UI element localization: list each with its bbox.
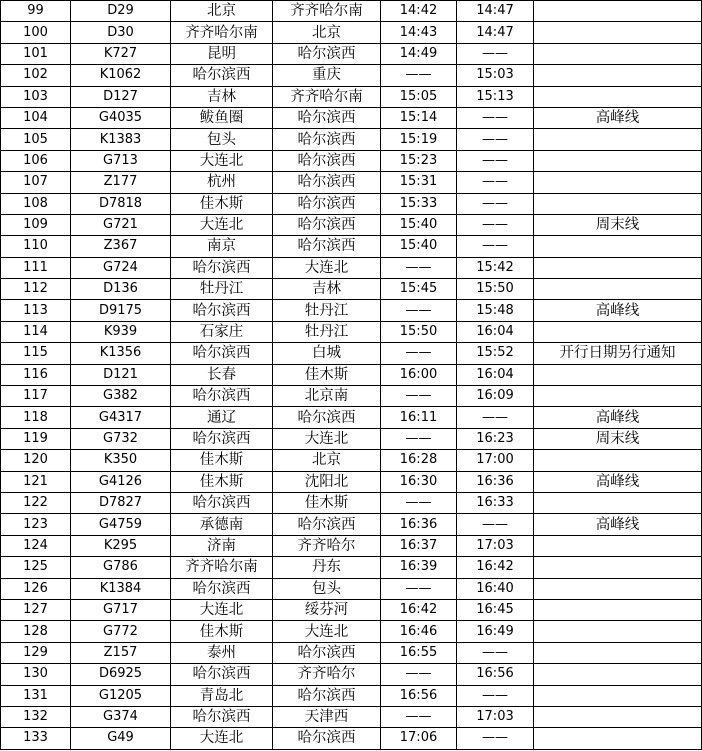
destination-station: 哈尔滨西 [273, 193, 381, 214]
origin-station: 北京 [171, 1, 273, 22]
departure-time: 16:40 [457, 578, 534, 599]
row-number: 107 [1, 172, 71, 193]
row-number: 115 [1, 343, 71, 364]
remark [534, 150, 702, 171]
row-number: 113 [1, 300, 71, 321]
arrival-time: 15:19 [381, 129, 457, 150]
arrival-time: —— [381, 706, 457, 727]
origin-station: 泰州 [171, 642, 273, 663]
train-number: K1383 [71, 129, 171, 150]
table-row [1, 386, 702, 407]
train-number: Z177 [71, 172, 171, 193]
remark [534, 578, 702, 599]
departure-time: —— [457, 685, 534, 706]
arrival-time: —— [381, 664, 457, 685]
arrival-time: 16:36 [381, 514, 457, 535]
table-row [1, 492, 702, 513]
destination-station: 牡丹江 [273, 300, 381, 321]
origin-station: 青岛北 [171, 685, 273, 706]
table-row [1, 557, 702, 578]
departure-time: 14:47 [457, 22, 534, 43]
train-number: D121 [71, 364, 171, 385]
table-row [1, 214, 702, 235]
departure-time: 15:52 [457, 343, 534, 364]
train-number: K1356 [71, 343, 171, 364]
table-row [1, 236, 702, 257]
remark [534, 1, 702, 22]
row-number: 122 [1, 492, 71, 513]
arrival-time: 14:43 [381, 22, 457, 43]
origin-station: 济南 [171, 535, 273, 556]
train-number: Z157 [71, 642, 171, 663]
remark: 开行日期另行通知 [534, 343, 702, 364]
remark [534, 257, 702, 278]
arrival-time: 15:23 [381, 150, 457, 171]
departure-time: 16:56 [457, 664, 534, 685]
destination-station: 白城 [273, 343, 381, 364]
table-row [1, 621, 702, 642]
departure-time: —— [457, 236, 534, 257]
train-number: G717 [71, 599, 171, 620]
table-row [1, 706, 702, 727]
row-number: 129 [1, 642, 71, 663]
destination-station: 重庆 [273, 65, 381, 86]
row-number: 111 [1, 257, 71, 278]
origin-station: 齐齐哈尔南 [171, 22, 273, 43]
destination-station: 哈尔滨西 [273, 43, 381, 64]
train-number: G4126 [71, 471, 171, 492]
row-number: 100 [1, 22, 71, 43]
table-row [1, 172, 702, 193]
remark [534, 65, 702, 86]
table-row [1, 321, 702, 342]
arrival-time: 16:55 [381, 642, 457, 663]
table-row [1, 450, 702, 471]
train-number: K727 [71, 43, 171, 64]
arrival-time: 16:00 [381, 364, 457, 385]
remark [534, 386, 702, 407]
destination-station: 哈尔滨西 [273, 150, 381, 171]
remark [534, 86, 702, 107]
row-number: 128 [1, 621, 71, 642]
arrival-time: 16:30 [381, 471, 457, 492]
departure-time: 16:36 [457, 471, 534, 492]
departure-time: 17:00 [457, 450, 534, 471]
row-number: 108 [1, 193, 71, 214]
table-row [1, 685, 702, 706]
train-number: D136 [71, 279, 171, 300]
train-number: G382 [71, 386, 171, 407]
destination-station: 佳木斯 [273, 364, 381, 385]
row-number: 116 [1, 364, 71, 385]
arrival-time: 14:42 [381, 1, 457, 22]
departure-time: —— [457, 150, 534, 171]
train-number: G4759 [71, 514, 171, 535]
destination-station: 丹东 [273, 557, 381, 578]
origin-station: 哈尔滨西 [171, 664, 273, 685]
departure-time: 16:04 [457, 364, 534, 385]
table-row [1, 728, 702, 749]
origin-station: 哈尔滨西 [171, 300, 273, 321]
arrival-time: 15:40 [381, 214, 457, 235]
row-number: 110 [1, 236, 71, 257]
row-number: 132 [1, 706, 71, 727]
remark: 高峰线 [534, 300, 702, 321]
departure-time: 14:47 [457, 1, 534, 22]
departure-time: 15:13 [457, 86, 534, 107]
train-number: G732 [71, 428, 171, 449]
destination-station: 北京南 [273, 386, 381, 407]
remark [534, 599, 702, 620]
destination-station: 绥芬河 [273, 599, 381, 620]
table-row [1, 257, 702, 278]
destination-station: 天津西 [273, 706, 381, 727]
destination-station: 北京 [273, 450, 381, 471]
arrival-time: —— [381, 343, 457, 364]
departure-time: —— [457, 172, 534, 193]
destination-station: 沈阳北 [273, 471, 381, 492]
train-number: D7827 [71, 492, 171, 513]
row-number: 120 [1, 450, 71, 471]
row-number: 119 [1, 428, 71, 449]
departure-time: 16:04 [457, 321, 534, 342]
origin-station: 哈尔滨西 [171, 706, 273, 727]
remark [534, 43, 702, 64]
train-number: G772 [71, 621, 171, 642]
train-number: D29 [71, 1, 171, 22]
table-row [1, 514, 702, 535]
row-number: 103 [1, 86, 71, 107]
remark: 周末线 [534, 428, 702, 449]
row-number: 101 [1, 43, 71, 64]
remark: 高峰线 [534, 514, 702, 535]
train-number: K350 [71, 450, 171, 471]
remark [534, 728, 702, 749]
destination-station: 哈尔滨西 [273, 642, 381, 663]
row-number: 102 [1, 65, 71, 86]
remark: 周末线 [534, 214, 702, 235]
train-number: Z367 [71, 236, 171, 257]
departure-time: —— [457, 129, 534, 150]
table-row [1, 107, 702, 128]
row-number: 109 [1, 214, 71, 235]
arrival-time: —— [381, 492, 457, 513]
destination-station: 哈尔滨西 [273, 728, 381, 749]
destination-station: 哈尔滨西 [273, 129, 381, 150]
arrival-time: 16:37 [381, 535, 457, 556]
table-row [1, 65, 702, 86]
origin-station: 哈尔滨西 [171, 386, 273, 407]
table-row [1, 22, 702, 43]
origin-station: 长春 [171, 364, 273, 385]
destination-station: 大连北 [273, 257, 381, 278]
destination-station: 齐齐哈尔南 [273, 1, 381, 22]
destination-station: 吉林 [273, 279, 381, 300]
remark [534, 236, 702, 257]
departure-time: —— [457, 728, 534, 749]
arrival-time: 16:56 [381, 685, 457, 706]
table-row [1, 150, 702, 171]
destination-station: 哈尔滨西 [273, 107, 381, 128]
table-row [1, 599, 702, 620]
row-number: 117 [1, 386, 71, 407]
origin-station: 哈尔滨西 [171, 65, 273, 86]
table-row [1, 300, 702, 321]
remark [534, 642, 702, 663]
origin-station: 佳木斯 [171, 450, 273, 471]
remark [534, 535, 702, 556]
origin-station: 大连北 [171, 728, 273, 749]
table-row [1, 364, 702, 385]
arrival-time: —— [381, 300, 457, 321]
destination-station: 齐齐哈尔 [273, 535, 381, 556]
row-number: 99 [1, 1, 71, 22]
departure-time: 16:49 [457, 621, 534, 642]
remark [534, 492, 702, 513]
origin-station: 佳木斯 [171, 621, 273, 642]
arrival-time: —— [381, 578, 457, 599]
remark [534, 364, 702, 385]
destination-station: 牡丹江 [273, 321, 381, 342]
remark [534, 22, 702, 43]
origin-station: 承德南 [171, 514, 273, 535]
arrival-time: —— [381, 386, 457, 407]
remark [534, 621, 702, 642]
arrival-time: 15:50 [381, 321, 457, 342]
row-number: 114 [1, 321, 71, 342]
arrival-time: —— [381, 257, 457, 278]
departure-time: 17:03 [457, 706, 534, 727]
remark [534, 129, 702, 150]
arrival-time: 17:06 [381, 728, 457, 749]
row-number: 125 [1, 557, 71, 578]
table-row [1, 664, 702, 685]
row-number: 118 [1, 407, 71, 428]
row-number: 121 [1, 471, 71, 492]
train-number: G4035 [71, 107, 171, 128]
table-row [1, 471, 702, 492]
schedule-body [1, 1, 702, 750]
table-row [1, 642, 702, 663]
row-number: 106 [1, 150, 71, 171]
table-row [1, 86, 702, 107]
origin-station: 哈尔滨西 [171, 578, 273, 599]
train-number: K295 [71, 535, 171, 556]
departure-time: 15:48 [457, 300, 534, 321]
origin-station: 佳木斯 [171, 193, 273, 214]
origin-station: 大连北 [171, 150, 273, 171]
table-row [1, 578, 702, 599]
arrival-time: 16:28 [381, 450, 457, 471]
arrival-time: —— [381, 428, 457, 449]
table-row [1, 129, 702, 150]
origin-station: 通辽 [171, 407, 273, 428]
row-number: 104 [1, 107, 71, 128]
arrival-time: 16:46 [381, 621, 457, 642]
train-number: G721 [71, 214, 171, 235]
remark: 高峰线 [534, 107, 702, 128]
departure-time: —— [457, 642, 534, 663]
row-number: 130 [1, 664, 71, 685]
train-number: G374 [71, 706, 171, 727]
train-number: K1384 [71, 578, 171, 599]
destination-station: 哈尔滨西 [273, 236, 381, 257]
destination-station: 北京 [273, 22, 381, 43]
origin-station: 哈尔滨西 [171, 492, 273, 513]
train-number: G724 [71, 257, 171, 278]
origin-station: 齐齐哈尔南 [171, 557, 273, 578]
destination-station: 哈尔滨西 [273, 407, 381, 428]
departure-time: 15:03 [457, 65, 534, 86]
train-number: G4317 [71, 407, 171, 428]
remark [534, 193, 702, 214]
arrival-time: 15:33 [381, 193, 457, 214]
row-number: 124 [1, 535, 71, 556]
arrival-time: 14:49 [381, 43, 457, 64]
train-number: K1062 [71, 65, 171, 86]
table-row [1, 535, 702, 556]
departure-time: 17:03 [457, 535, 534, 556]
remark [534, 279, 702, 300]
arrival-time: 15:45 [381, 279, 457, 300]
remark [534, 172, 702, 193]
destination-station: 哈尔滨西 [273, 685, 381, 706]
remark [534, 450, 702, 471]
train-number: D9175 [71, 300, 171, 321]
destination-station: 大连北 [273, 621, 381, 642]
arrival-time: —— [381, 65, 457, 86]
origin-station: 杭州 [171, 172, 273, 193]
origin-station: 牡丹江 [171, 279, 273, 300]
arrival-time: 16:39 [381, 557, 457, 578]
remark [534, 664, 702, 685]
departure-time: 15:50 [457, 279, 534, 300]
arrival-time: 15:31 [381, 172, 457, 193]
train-number: G786 [71, 557, 171, 578]
departure-time: —— [457, 514, 534, 535]
origin-station: 鲅鱼圈 [171, 107, 273, 128]
table-row [1, 428, 702, 449]
destination-station: 齐齐哈尔 [273, 664, 381, 685]
train-number: G1205 [71, 685, 171, 706]
table-row [1, 279, 702, 300]
train-number: G49 [71, 728, 171, 749]
remark: 高峰线 [534, 407, 702, 428]
remark [534, 557, 702, 578]
arrival-time: 15:14 [381, 107, 457, 128]
destination-station: 哈尔滨西 [273, 514, 381, 535]
origin-station: 哈尔滨西 [171, 343, 273, 364]
destination-station: 包头 [273, 578, 381, 599]
train-number: K939 [71, 321, 171, 342]
origin-station: 石家庄 [171, 321, 273, 342]
table-row [1, 1, 702, 22]
destination-station: 哈尔滨西 [273, 172, 381, 193]
departure-time: —— [457, 214, 534, 235]
origin-station: 哈尔滨西 [171, 257, 273, 278]
origin-station: 大连北 [171, 214, 273, 235]
departure-time: —— [457, 193, 534, 214]
row-number: 112 [1, 279, 71, 300]
row-number: 133 [1, 728, 71, 749]
train-number: G713 [71, 150, 171, 171]
origin-station: 哈尔滨西 [171, 428, 273, 449]
arrival-time: 15:40 [381, 236, 457, 257]
row-number: 127 [1, 599, 71, 620]
origin-station: 佳木斯 [171, 471, 273, 492]
destination-station: 佳木斯 [273, 492, 381, 513]
destination-station: 哈尔滨西 [273, 214, 381, 235]
row-number: 131 [1, 685, 71, 706]
remark [534, 321, 702, 342]
destination-station: 齐齐哈尔南 [273, 86, 381, 107]
departure-time: 16:33 [457, 492, 534, 513]
remark [534, 706, 702, 727]
destination-station: 大连北 [273, 428, 381, 449]
remark: 高峰线 [534, 471, 702, 492]
departure-time: —— [457, 407, 534, 428]
table-row [1, 193, 702, 214]
departure-time: —— [457, 107, 534, 128]
remark [534, 685, 702, 706]
row-number: 126 [1, 578, 71, 599]
departure-time: 16:23 [457, 428, 534, 449]
departure-time: 16:45 [457, 599, 534, 620]
train-number: D127 [71, 86, 171, 107]
train-number: D7818 [71, 193, 171, 214]
origin-station: 南京 [171, 236, 273, 257]
arrival-time: 15:05 [381, 86, 457, 107]
origin-station: 大连北 [171, 599, 273, 620]
departure-time: 16:42 [457, 557, 534, 578]
table-row [1, 43, 702, 64]
origin-station: 吉林 [171, 86, 273, 107]
train-number: D6925 [71, 664, 171, 685]
departure-time: 16:09 [457, 386, 534, 407]
departure-time: 15:42 [457, 257, 534, 278]
origin-station: 包头 [171, 129, 273, 150]
table-row [1, 343, 702, 364]
arrival-time: 16:11 [381, 407, 457, 428]
row-number: 123 [1, 514, 71, 535]
train-number: D30 [71, 22, 171, 43]
origin-station: 昆明 [171, 43, 273, 64]
arrival-time: 16:42 [381, 599, 457, 620]
departure-time: —— [457, 43, 534, 64]
table-row [1, 407, 702, 428]
row-number: 105 [1, 129, 71, 150]
